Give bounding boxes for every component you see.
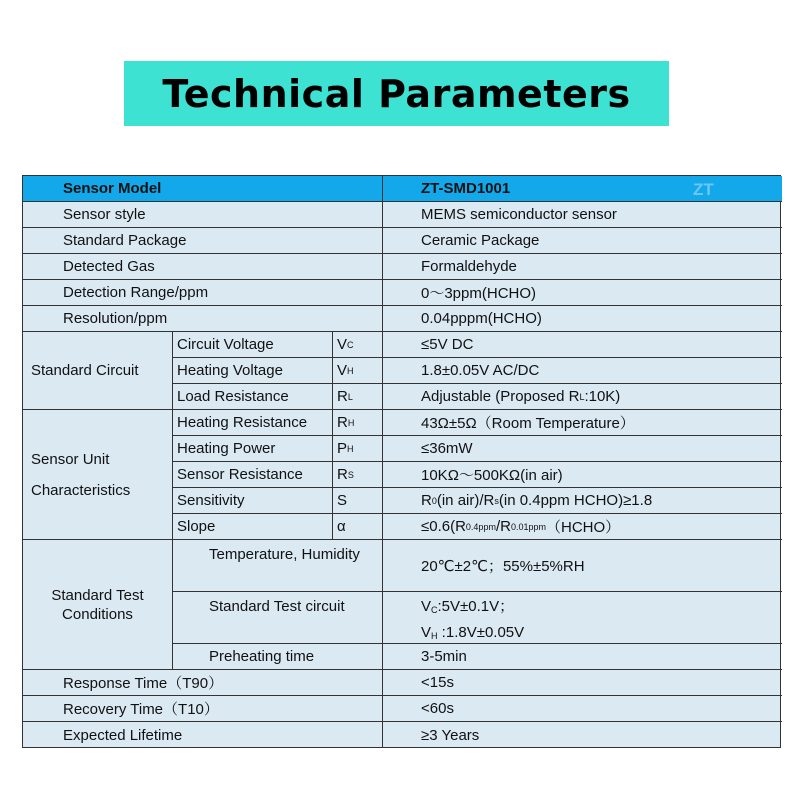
heating-voltage-value: 1.8±0.05V AC/DC: [383, 358, 782, 384]
package-value: Ceramic Package: [383, 228, 782, 254]
heating-resistance-label: Heating Resistance: [173, 410, 333, 436]
sensor-resistance-symbol: R S: [333, 462, 383, 488]
title-banner: [124, 61, 669, 126]
sensitivity-symbol: S: [333, 488, 383, 514]
temperature-humidity-label: Temperature, Humidity: [173, 540, 383, 592]
heating-voltage-label: Heating Voltage: [173, 358, 333, 384]
temperature-humidity-value: 20℃±2℃；55%±5%RH: [383, 540, 782, 592]
test-circuit-value: [383, 592, 782, 644]
test-circuit-label: Standard Test circuit: [173, 592, 383, 644]
circuit-voltage-label: Circuit Voltage: [173, 332, 333, 358]
preheating-label: Preheating time: [173, 644, 383, 670]
load-resistance-label: Load Resistance: [173, 384, 333, 410]
sensor-resistance-value: 10KΩ～500KΩ(in air): [383, 462, 782, 488]
response-time-value: <15s: [383, 670, 782, 696]
zt-watermark: ZT: [693, 180, 714, 199]
heating-power-value: ≤36mW: [383, 436, 782, 462]
sensor-model-value: ZT-SMD1001: [383, 176, 782, 202]
test-circuit-vh: $V_H$ :1.8V±0.05V: [421, 623, 525, 641]
heating-power-symbol: P H: [333, 436, 383, 462]
heating-power-label: Heating Power: [173, 436, 333, 462]
response-time-label: Response Time（T90）: [23, 670, 383, 696]
package-label: Standard Package: [23, 228, 383, 254]
sensor-resistance-label: Sensor Resistance: [173, 462, 333, 488]
lifetime-label: Expected Lifetime: [23, 722, 383, 748]
circuit-voltage-symbol: V C: [333, 332, 383, 358]
recovery-time-value: <60s: [383, 696, 782, 722]
slope-value: ≤0.6(R 0.4ppm /R 0.01ppm （HCHO）: [383, 514, 782, 540]
sensitivity-label: Sensitivity: [173, 488, 333, 514]
parameters-table: [22, 175, 781, 748]
sensitivity-value: R 0 (in air)/R s (in 0.4ppm HCHO)≥1.8: [383, 488, 782, 514]
gas-label: Detected Gas: [23, 254, 383, 280]
standard-circuit-group: Standard Circuit: [23, 332, 173, 410]
resolution-label: Resolution/ppm: [23, 306, 383, 332]
slope-symbol: α: [333, 514, 383, 540]
slope-label: Slope: [173, 514, 333, 540]
heating-resistance-symbol: R H: [333, 410, 383, 436]
lifetime-value: ≥3 Years: [421, 726, 480, 744]
recovery-time-label: Recovery Time（T10）: [23, 696, 383, 722]
load-resistance-symbol: R L: [333, 384, 383, 410]
resolution-value: 0.04pppm(HCHO): [383, 306, 782, 332]
range-label: Detection Range/ppm: [23, 280, 383, 306]
gas-value: Formaldehyde: [383, 254, 782, 280]
test-circuit-vc: $V_C:5V\pm 0.1V$；: [421, 597, 515, 615]
standard-test-group: Standard Test Conditions: [23, 540, 173, 670]
load-resistance-value: Adjustable (Proposed R L :10K): [383, 384, 782, 410]
range-value: 0～3ppm(HCHO): [383, 280, 782, 306]
sensor-style-label: Sensor style: [23, 202, 383, 228]
sensor-style-value: MEMS semiconductor sensor: [383, 202, 782, 228]
sensor-unit-group: Sensor Unit Characteristics: [23, 410, 173, 540]
heating-resistance-value: 43Ω±5Ω（Room Temperature）: [383, 410, 782, 436]
page-title: Technical Parameters: [162, 71, 631, 116]
preheating-value: 3-5min: [383, 644, 782, 670]
heating-voltage-symbol: V H: [333, 358, 383, 384]
circuit-voltage-value: ≤5V DC: [383, 332, 782, 358]
sensor-model-label: Sensor Model: [23, 176, 383, 202]
